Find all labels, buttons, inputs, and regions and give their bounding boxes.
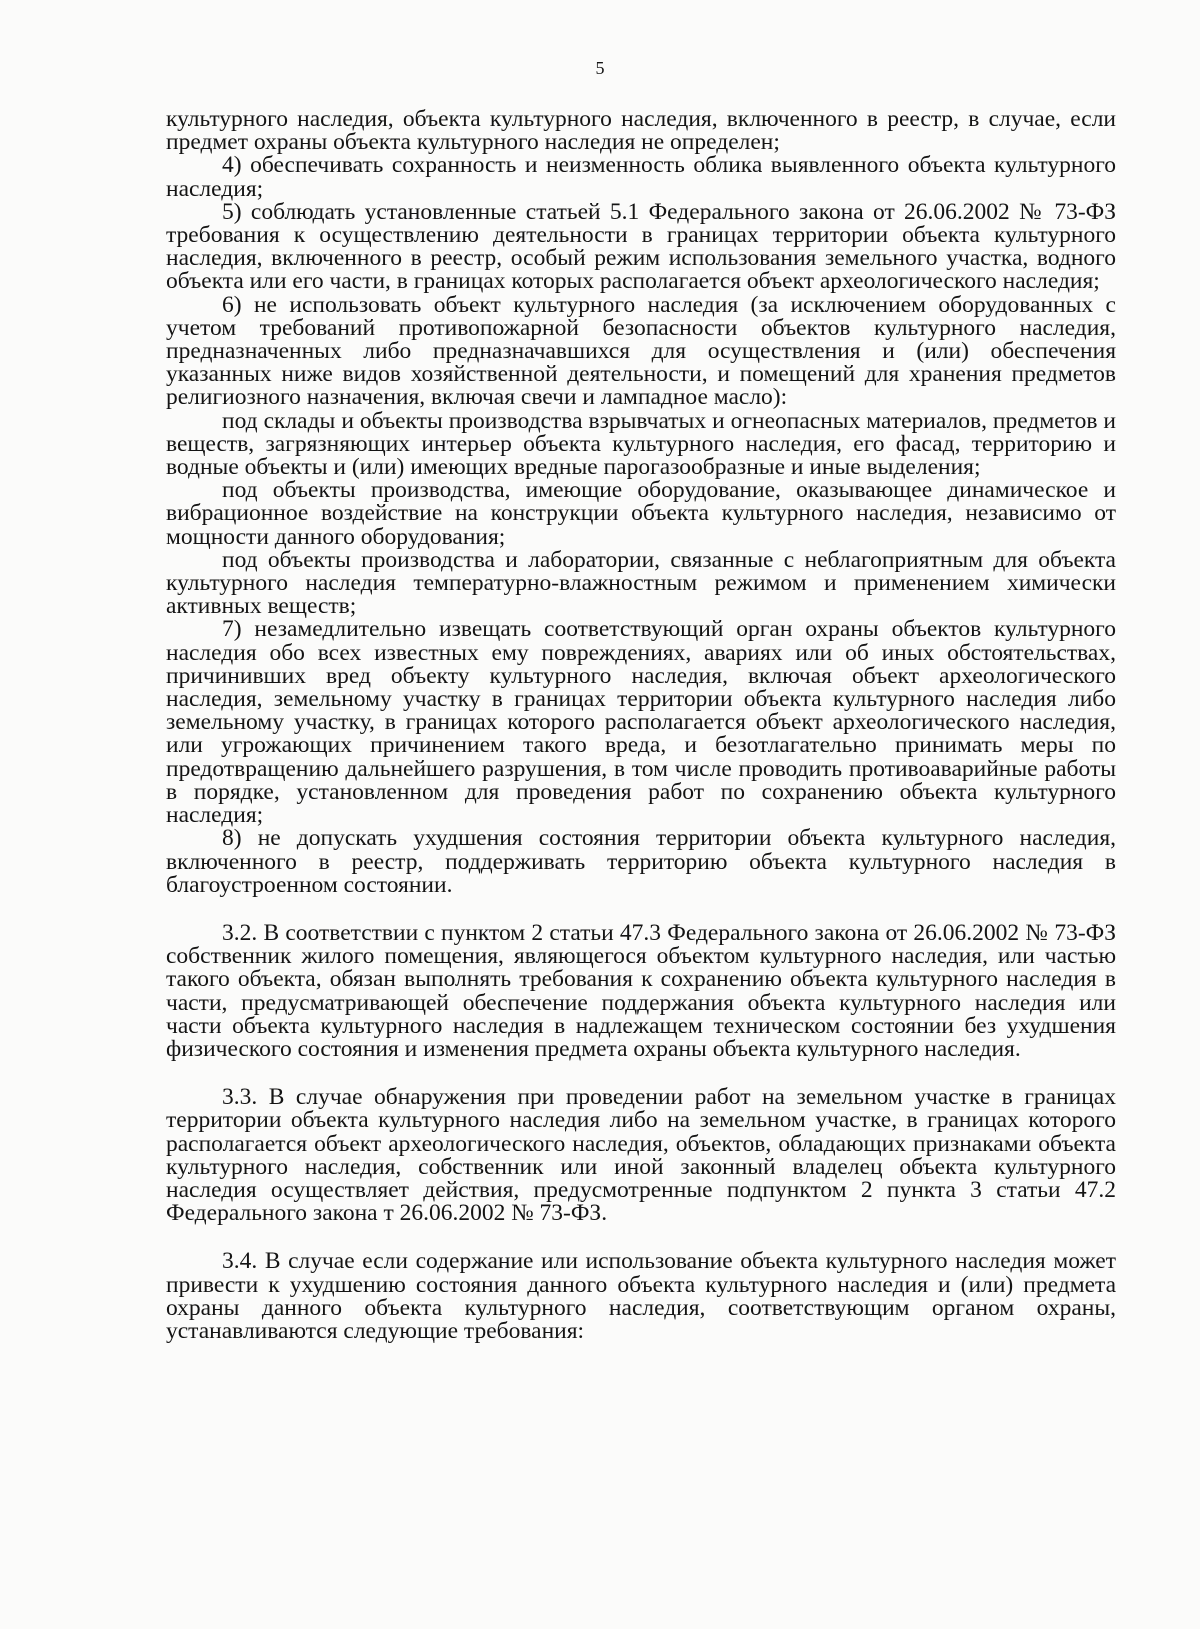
sub-item-production: под объекты производства, имеющие оборудование, оказывающее динамическое и вибрационное воздействие на конструкции объекта культурного наследия, независимо от мощности данного оборудования; <box>166 477 1116 550</box>
list-item-8: 8) не допускать ухудшения состояния территории объекта культурного наследия, включенного в реестр, поддерживать территорию объекта культурного наследия в благоустроенном состоянии. <box>166 825 1116 898</box>
section-3-4: 3.4. В случае если содержание или использование объекта культурного наследия может привести к ухудшению состояния данного объекта культурного наследия и (или) предмета охраны данного объекта культурного наследия, соответствующим органом охраны, устанавливаются следующие требования: <box>166 1248 1116 1344</box>
sub-item-warehouses: под склады и объекты производства взрывчатых и огнеопасных материалов, предметов и веществ, загрязняющих интерьер объекта культурного наследия, его фасад, территорию и водные объекты и (или) имеющих вредные парогазообразные и иные выделения; <box>166 407 1116 481</box>
list-item-4: 4) обеспечивать сохранность и неизменность облика выявленного объекта культурного наследия; <box>166 152 1116 202</box>
list-item-7: 7) незамедлительно извещать соответствующий орган охраны объектов культурного наследия обо всех известных ему повреждениях, авариях или об иных обстоятельствах, причинивших вред объекту культурного наследия, включая объект археологического наследия, земельному участку в границах территории объекта культурного наследия либо земельному участку, в границах которого располагается объект археологического наследия, или угрожающих причинением такого вреда, и безотлагательно принимать меры по предотвращению дальнейшего разрушения, в том числе проводить противоаварийные работы в порядке, установленном для проведения работ по сохранению объекта культурного наследия; <box>166 616 1116 829</box>
list-item-6: 6) не использовать объект культурного наследия (за исключением оборудованных с учетом требований противопожарной безопасности объектов культурного наследия, предназначенных либо предназначавшихся для осуществления и (или) обеспечения указанных ниже видов хозяйственной деятельности, и помещений для хранения предметов религиозного назначения, включая свечи и лампадное масло): <box>166 291 1116 411</box>
paragraph-continuation: культурного наследия, объекта культурного наследия, включенного в реестр, в случае, если предмет охраны объекта культурного наследия не определен; <box>166 106 1116 156</box>
section-3-2: 3.2. В соответствии с пунктом 2 статьи 47.3 Федерального закона от 26.06.2002 № 73-ФЗ собственник жилого помещения, являющегося объектом культурного наследия, или частью такого объекта, обязан выполнять требования к сохранению объекта культурного наследия в части, предусматривающей обеспечение поддержания объекта культурного наследия или части объекта культурного наследия в надлежащем техническом состоянии без ухудшения физического состояния и изменения предмета охраны объекта культурного наследия. <box>166 919 1116 1062</box>
list-item-5: 5) соблюдать установленные статьей 5.1 Федерального закона от 26.06.2002 № 73-ФЗ требования к осуществлению деятельности в границах территории объекта культурного наследия, включенного в реестр, особый режим использования земельного участка, водного объекта или его части, в границах которых располагается объект археологического наследия; <box>166 198 1116 295</box>
section-3-3: 3.3. В случае обнаружения при проведении работ на земельном участке в границах территории объекта культурного наследия либо на земельном участке, в границах которого располагается объект археологического наследия, объектов, обладающих признаками объекта культурного наследия, собственник или иной законный владелец объекта культурного наследия осуществляет действия, предусмотренные подпунктом 2 пункта 3 статьи 47.2 Федерального закона т 26.06.2002 № 73-ФЗ. <box>166 1084 1116 1227</box>
sub-item-laboratories: под объекты производства и лаборатории, связанные с неблагоприятным для объекта культурного наследия температурно-влажностным режимом и применением химически активных веществ; <box>166 546 1116 620</box>
page-number: 5 <box>595 58 605 78</box>
document-body <box>166 108 1116 1343</box>
